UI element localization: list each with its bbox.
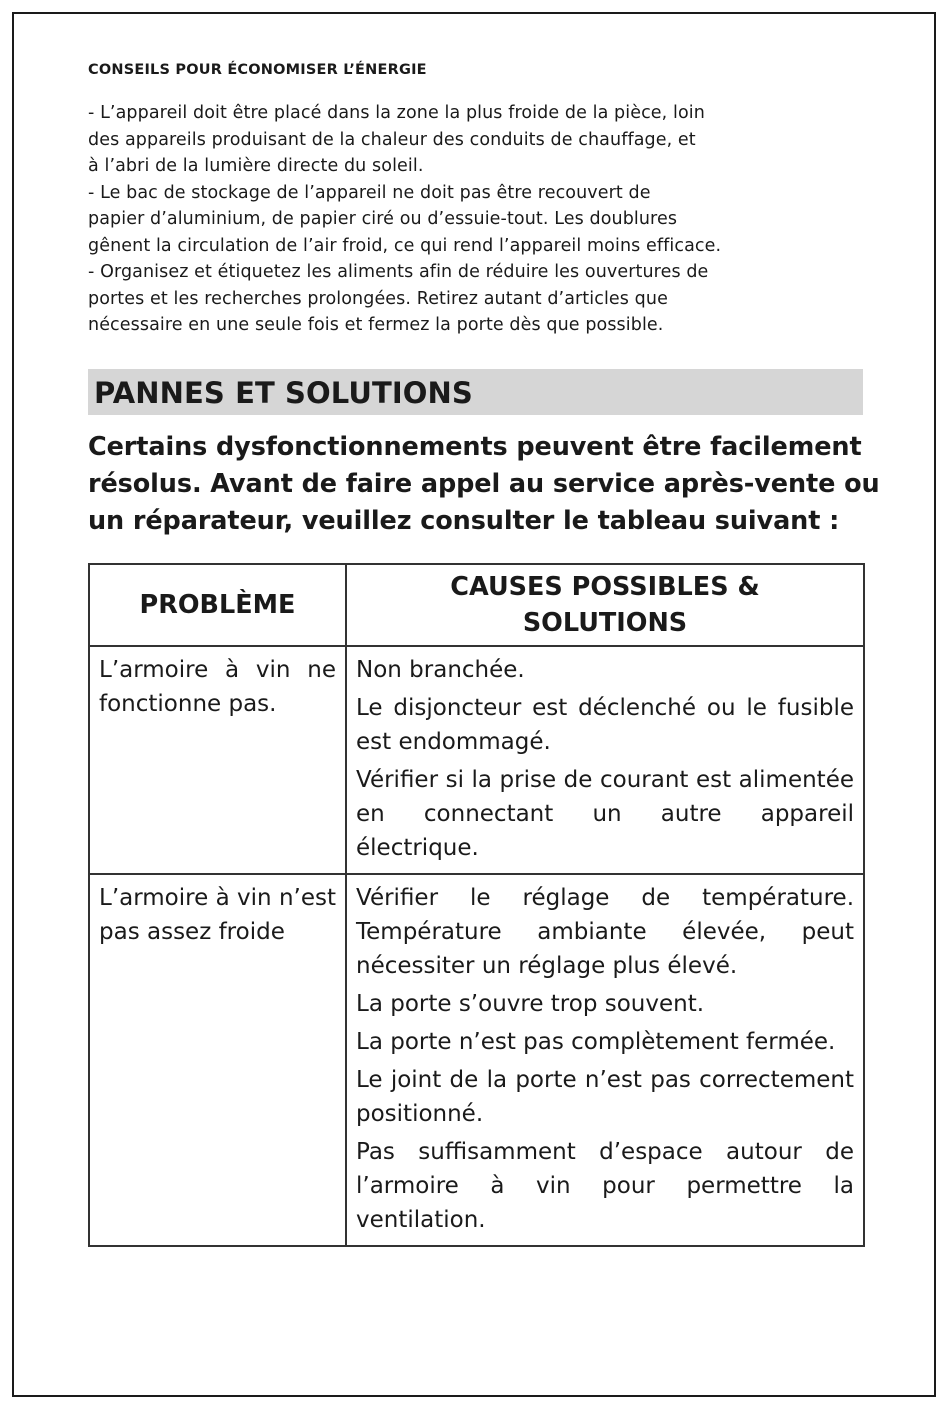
problem-cell: L’armoire à vin n’est pas assez froide (89, 874, 346, 1246)
header-causes (346, 564, 864, 646)
energy-tips-title: CONSEILS POUR ÉCONOMISER L’ÉNERGIE (88, 62, 427, 78)
cause-item: Vérifier si la prise de courant est alimentée en connectant un autre appareil électrique. (356, 766, 854, 861)
page-content (88, 62, 880, 1247)
cause-item: La porte n’est pas complètement fermée. (356, 1028, 836, 1055)
tips-line: portes et les recherches prolongées. Retirez autant d’articles que (88, 288, 668, 309)
cause-item: Le joint de la porte n’est pas correctement positionné. (356, 1066, 854, 1127)
tips-line: - Organisez et étiquetez les aliments afin de réduire les ouvertures de (88, 262, 709, 282)
energy-tips-body (88, 100, 863, 339)
table-row (89, 646, 864, 874)
header-causes-line: SOLUTIONS (522, 607, 688, 638)
intro-line: Certains dysfonctionnements peuvent être facilement (88, 431, 862, 462)
tips-line: - L’appareil doit être placé dans la zone la plus froide de la pièce, loin (88, 103, 705, 123)
problem-cell: L’armoire à vin ne fonctionne pas. (89, 646, 346, 874)
cause-item: Non branchée. (356, 656, 525, 683)
cause-item: Le disjoncteur est déclenché ou le fusible est endommagé. (356, 694, 854, 755)
header-causes-line: CAUSES POSSIBLES & (450, 571, 760, 602)
causes-cell (346, 874, 864, 1246)
intro-line: résolus. Avant de faire appel au service après-vente ou (88, 468, 880, 499)
tips-line: des appareils produisant de la chaleur des conduits de chauffage, et (88, 129, 696, 150)
table-header-row (89, 564, 864, 646)
cause-item: Vérifier le réglage de température. Température ambiante élevée, peut nécessiter un réglage plus élevé. (356, 884, 854, 979)
intro-paragraph (88, 429, 880, 540)
tips-line: - Le bac de stockage de l’appareil ne doit pas être recouvert de (88, 182, 651, 203)
troubleshooting-table (88, 563, 865, 1247)
cause-item: Pas suffisamment d’espace autour de l’armoire à vin pour permettre la ventilation. (356, 1138, 854, 1233)
intro-line: un réparateur, veuillez consulter le tableau suivant : (88, 505, 840, 536)
cause-item: La porte s’ouvre trop souvent. (356, 990, 705, 1017)
tips-line: papier d’aluminium, de papier ciré ou d’essuie-tout. Les doublures (88, 209, 678, 229)
table-row (89, 874, 864, 1246)
tips-line: gênent la circulation de l’air froid, ce qui rend l’appareil moins efficace. (88, 235, 722, 256)
header-problem: PROBLÈME (89, 564, 346, 646)
tips-line: nécessaire en une seule fois et fermez la porte dès que possible. (88, 315, 664, 335)
tips-line: à l’abri de la lumière directe du soleil. (88, 156, 424, 176)
section-heading: PANNES ET SOLUTIONS (88, 369, 863, 415)
causes-cell (346, 646, 864, 874)
